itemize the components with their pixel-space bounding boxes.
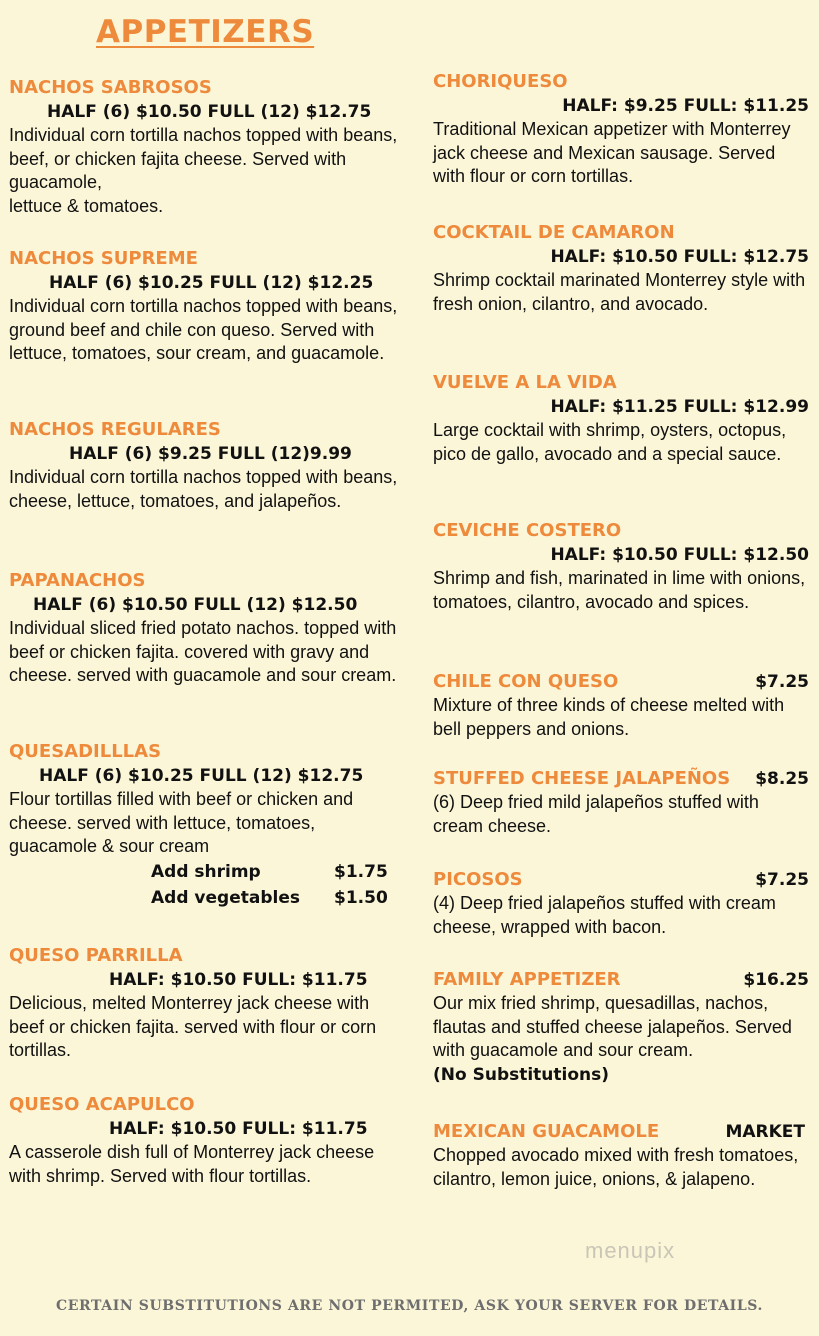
item-name: CHORIQUESO	[433, 71, 568, 92]
item-price: $8.25	[755, 769, 809, 789]
item-price: HALF: $10.50 FULL: $12.50	[550, 545, 809, 565]
menu-item-mexican-guacamole	[433, 1120, 809, 1191]
item-price: HALF (6) $9.25 FULL (12)9.99	[69, 444, 352, 464]
item-name: QUESO PARRILLA	[9, 945, 183, 966]
item-name: COCKTAIL DE CAMARON	[433, 222, 675, 243]
item-price: $7.25	[755, 672, 809, 692]
menu-item-family-appetizer	[433, 968, 809, 1087]
item-name: FAMILY APPETIZER	[433, 969, 621, 990]
menu-item-quesadillas	[9, 740, 401, 911]
item-description: Our mix fried shrimp, quesadillas, nachos, flautas and stuffed cheese jalapeños. Served with guacamole and sour cream.	[433, 993, 792, 1060]
item-price: HALF: $10.50 FULL: $11.75	[109, 970, 368, 990]
menu-item-queso-acapulco	[9, 1093, 401, 1188]
item-price: HALF: $11.25 FULL: $12.99	[550, 397, 809, 417]
menu-item-nachos-sabrosos	[9, 76, 401, 218]
item-name: STUFFED CHEESE JALAPEÑOS	[433, 768, 731, 789]
addon-label: Add shrimp	[151, 861, 261, 882]
item-description: Individual corn tortilla nachos topped with beans, cheese, lettuce, tomatoes, and jalapeños.	[9, 467, 398, 511]
item-price: HALF (6) $10.50 FULL (12) $12.50	[33, 595, 358, 615]
item-description: Delicious, melted Monterrey jack cheese with beef or chicken fajita. served with flour or corn tortillas.	[9, 993, 377, 1060]
item-name: MEXICAN GUACAMOLE	[433, 1121, 660, 1142]
item-name: CEVICHE COSTERO	[433, 520, 622, 541]
item-price: MARKET	[725, 1122, 805, 1142]
item-name: QUESO ACAPULCO	[9, 1094, 195, 1115]
item-price: HALF (6) $10.25 FULL (12) $12.25	[49, 273, 374, 293]
item-description: Chopped avocado mixed with fresh tomatoes, cilantro, lemon juice, onions, & jalapeno.	[433, 1145, 799, 1189]
item-name: NACHOS REGULARES	[9, 419, 221, 440]
item-name: PAPANACHOS	[9, 570, 146, 591]
addon-price: $1.75	[334, 861, 388, 882]
item-description: Mixture of three kinds of cheese melted with bell peppers and onions.	[433, 695, 785, 739]
item-description: Flour tortillas filled with beef or chicken and cheese. served with lettuce, tomatoes, guacamole & sour cream	[9, 789, 354, 856]
item-note: (No Substitutions)	[433, 1064, 610, 1085]
addon-label: Add vegetables	[151, 887, 300, 908]
page-title: APPETIZERS	[96, 14, 315, 50]
item-description: Large cocktail with shrimp, oysters, octopus, pico de gallo, avocado and a special sauce.	[433, 420, 787, 464]
item-description: (4) Deep fried jalapeños stuffed with cream cheese, wrapped with bacon.	[433, 893, 776, 937]
addon-row	[151, 859, 401, 885]
menu-item-choriqueso	[433, 70, 809, 189]
item-price: HALF (6) $10.50 FULL (12) $12.75	[47, 102, 372, 122]
addon-price: $1.50	[334, 887, 388, 908]
item-name: PICOSOS	[433, 869, 523, 890]
item-price: $16.25	[743, 970, 809, 990]
item-description: A casserole dish full of Monterrey jack cheese with shrimp. Served with flour tortillas.	[9, 1142, 375, 1186]
menu-item-vuelve-a-la-vida	[433, 371, 809, 466]
item-description: Individual corn tortilla nachos topped with beans, ground beef and chile con queso. Served with lettuce, tomatoes, sour cream, and guacamole.	[9, 296, 398, 363]
footer-note: CERTAIN SUBSTITUTIONS ARE NOT PERMITED, ASK YOUR SERVER FOR DETAILS.	[56, 1298, 763, 1314]
menu-item-cocktail-de-camaron	[433, 221, 809, 316]
item-description: Shrimp and fish, marinated in lime with onions, tomatoes, cilantro, avocado and spices.	[433, 568, 806, 612]
item-price: HALF (6) $10.25 FULL (12) $12.75	[39, 766, 364, 786]
item-name: QUESADILLLAS	[9, 741, 162, 762]
item-description: Individual sliced fried potato nachos. topped with beef or chicken fajita. covered with gravy and cheese. served with guacamole and sour cream.	[9, 618, 397, 685]
item-price: HALF: $10.50 FULL: $11.75	[109, 1119, 368, 1139]
menu-item-stuffed-cheese-jalapenos	[433, 767, 809, 838]
item-price: HALF: $10.50 FULL: $12.75	[550, 247, 809, 267]
addon-row	[151, 885, 401, 911]
item-price: $7.25	[755, 870, 809, 890]
menu-item-ceviche-costero	[433, 519, 809, 614]
menu-item-chile-con-queso	[433, 670, 809, 741]
menu-item-picosos	[433, 868, 809, 939]
item-description: (6) Deep fried mild jalapeños stuffed with cream cheese.	[433, 792, 759, 836]
menu-item-nachos-regulares	[9, 418, 401, 513]
menu-item-nachos-supreme	[9, 247, 401, 366]
item-price: HALF: $9.25 FULL: $11.25	[562, 96, 809, 116]
item-name: VUELVE A LA VIDA	[433, 372, 617, 393]
item-description: Individual corn tortilla nachos topped with beans, beef, or chicken fajita cheese. Served with guacamole, lettuce & tomatoes.	[9, 125, 398, 216]
item-name: NACHOS SABROSOS	[9, 77, 212, 98]
item-description: Shrimp cocktail marinated Monterrey style with fresh onion, cilantro, and avocado.	[433, 270, 806, 314]
item-name: NACHOS SUPREME	[9, 248, 198, 269]
item-name: CHILE CON QUESO	[433, 671, 619, 692]
item-description: Traditional Mexican appetizer with Monterrey jack cheese and Mexican sausage. Served with flour or corn tortillas.	[433, 119, 791, 186]
watermark: menupix	[585, 1238, 676, 1263]
menu-item-papanachos	[9, 569, 401, 688]
menu-item-queso-parrilla	[9, 944, 401, 1063]
